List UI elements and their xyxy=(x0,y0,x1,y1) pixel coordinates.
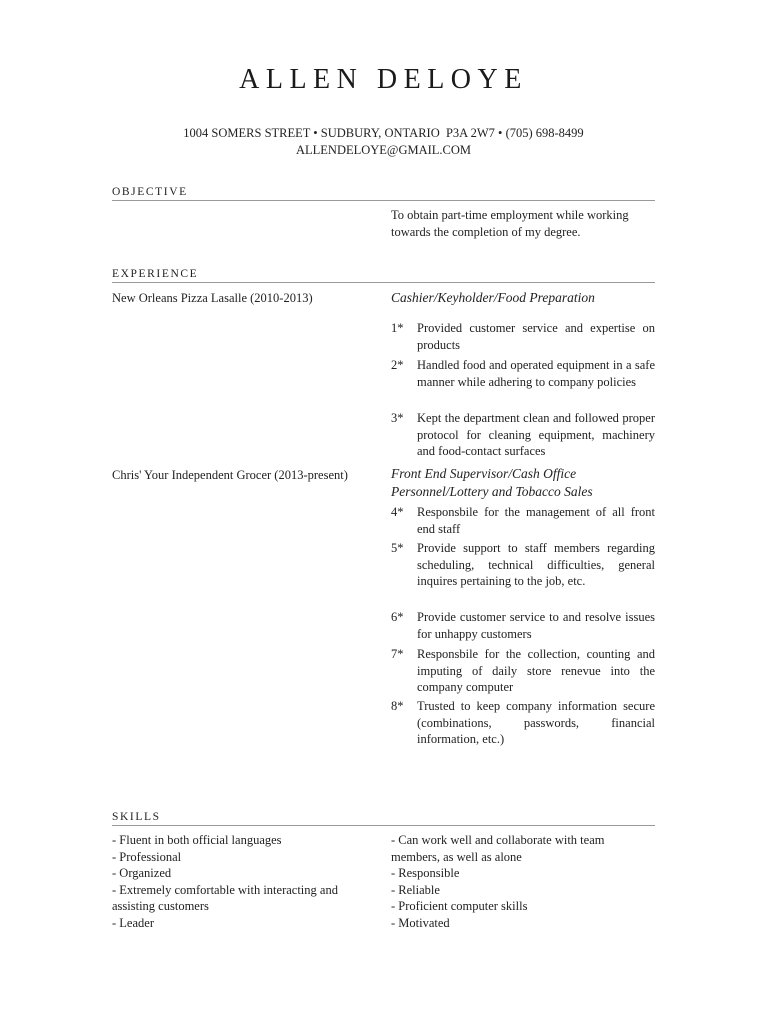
skills-left-column xyxy=(112,832,374,931)
objective-heading: OBJECTIVE xyxy=(112,186,655,201)
duty-text: Kept the department clean and followed proper protocol for cleaning equipment, machinery and food-contact surfaces xyxy=(417,411,655,458)
skill-item: - Motivated xyxy=(391,915,450,930)
skill-item: - Leader xyxy=(112,915,154,930)
duty-text: Responsbile for the collection, counting and imputing of daily store renevue into the company computer xyxy=(417,647,655,694)
duty-number: 4* xyxy=(391,505,404,519)
skill-item: - Reliable xyxy=(391,882,440,897)
job-role: Cashier/Keyholder/Food Preparation xyxy=(391,290,595,305)
job-employer: New Orleans Pizza Lasalle (2010-2013) xyxy=(112,291,313,305)
duty-text: Provide customer service to and resolve issues for unhappy customers xyxy=(417,610,655,641)
duty-item xyxy=(391,357,655,390)
job-employer: Chris' Your Independent Grocer (2013-present) xyxy=(112,468,348,482)
skill-item: - Extremely comfortable with interacting and assisting customers xyxy=(112,882,338,913)
contact-info xyxy=(112,125,655,158)
duty-number: 1* xyxy=(391,321,404,335)
objective-text: To obtain part-time employment while working towards the completion of my degree. xyxy=(391,208,629,239)
address-phone-line: 1004 SOMERS STREET • SUDBURY, ONTARIO P3A 2W7 • (705) 698-8499 xyxy=(183,126,584,140)
resume-page xyxy=(112,0,655,1024)
skill-item: - Responsible xyxy=(391,866,460,880)
duty-item xyxy=(391,540,655,590)
duty-item xyxy=(391,410,655,460)
duty-item xyxy=(391,504,655,537)
duty-number: 7* xyxy=(391,647,404,661)
skill-item: - Organized xyxy=(112,866,172,880)
duty-item xyxy=(391,609,655,642)
experience-heading: EXPERIENCE xyxy=(112,268,655,283)
duty-item xyxy=(391,320,655,353)
applicant-name: ALLEN DELOYE xyxy=(239,64,528,95)
skill-item: - Proficient computer skills xyxy=(391,899,528,913)
duty-number: 6* xyxy=(391,610,404,624)
duty-item xyxy=(391,646,655,696)
duty-number: 2* xyxy=(391,358,404,372)
duty-text: Responsbile for the management of all front end staff xyxy=(417,505,655,536)
job-role: Front End Supervisor/Cash Office Personnel/Lottery and Tobacco Sales xyxy=(391,466,593,499)
skill-item: - Can work well and collaborate with team members, as well as alone xyxy=(391,833,605,864)
duty-number: 8* xyxy=(391,699,404,713)
skill-item: - Professional xyxy=(112,849,182,864)
duty-text: Handled food and operated equipment in a safe manner while adhering to company policies xyxy=(417,358,655,389)
skills-right-column xyxy=(391,832,641,931)
email-line: ALLENDELOYE@GMAIL.COM xyxy=(295,142,472,157)
skills-heading: SKILLS xyxy=(112,811,655,826)
duty-number: 5* xyxy=(391,541,404,555)
duty-text: Trusted to keep company information secure (combinations, passwords, financial information, etc.) xyxy=(417,699,655,746)
duty-item xyxy=(391,698,655,748)
duty-text: Provide support to staff members regarding scheduling, technical difficulties, general inquires pertaining to the job, etc. xyxy=(417,541,655,588)
duty-number: 3* xyxy=(391,411,404,425)
skill-item: - Fluent in both official languages xyxy=(112,833,282,847)
duty-text: Provided customer service and expertise on products xyxy=(417,321,655,352)
